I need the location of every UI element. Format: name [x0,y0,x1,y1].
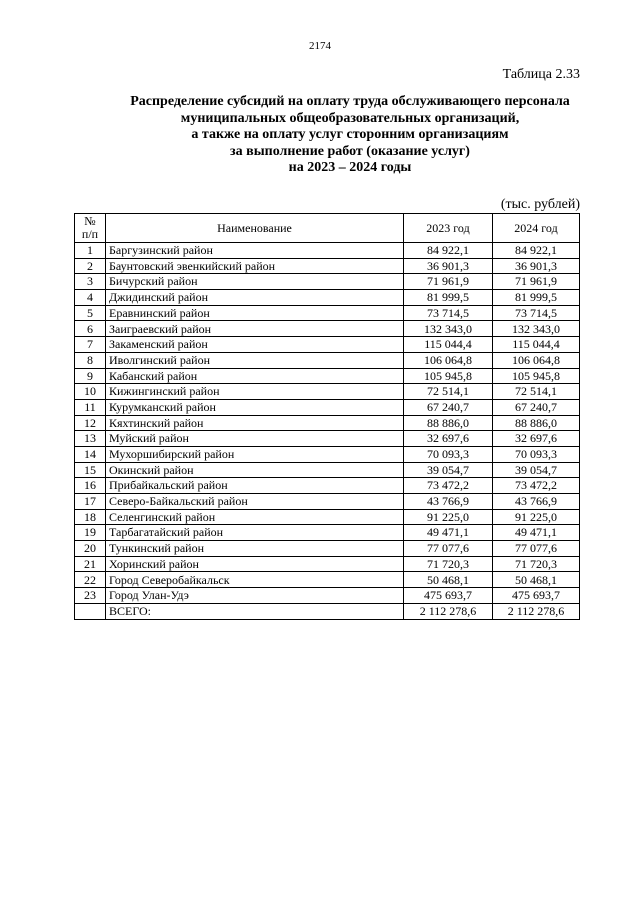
cell-name: Прибайкальский район [106,478,404,494]
cell-value-2023: 2 112 278,6 [404,603,493,619]
cell-number: 10 [75,384,106,400]
title-line: на 2023 – 2024 годы [288,160,412,175]
cell-value-2024: 81 999,5 [493,290,580,306]
cell-number: 5 [75,305,106,321]
cell-value-2023: 39 054,7 [404,462,493,478]
table-row [75,368,580,384]
cell-number: 16 [75,478,106,494]
cell-value-2024: 73 472,2 [493,478,580,494]
cell-value-2023: 70 093,3 [404,446,493,462]
cell-name: Иволгинский район [106,352,404,368]
cell-value-2024: 91 225,0 [493,509,580,525]
table-row [75,399,580,415]
header-year-2024: 2024 год [493,214,580,243]
cell-number: 18 [75,509,106,525]
cell-name: Кабанский район [106,368,404,384]
cell-value-2023: 84 922,1 [404,243,493,259]
cell-value-2024: 36 901,3 [493,258,580,274]
cell-value-2023: 43 766,9 [404,494,493,510]
cell-name: Город Улан-Удэ [106,588,404,604]
cell-name: Баргузинский район [106,243,404,259]
header-number [75,214,106,243]
page-number: 2174 [309,40,331,52]
cell-value-2023: 73 714,5 [404,305,493,321]
cell-name: Город Северобайкальск [106,572,404,588]
cell-number: 17 [75,494,106,510]
cell-name: Мухоршибирский район [106,446,404,462]
cell-number: 6 [75,321,106,337]
table-row [75,243,580,259]
cell-name: Окинский район [106,462,404,478]
table-row [75,337,580,353]
cell-value-2024: 72 514,1 [493,384,580,400]
header-year-2023: 2023 год [404,214,493,243]
cell-name: ВСЕГО: [106,603,404,619]
cell-value-2024: 71 720,3 [493,556,580,572]
cell-number: 8 [75,352,106,368]
cell-number: 23 [75,588,106,604]
total-row [75,603,580,619]
table-row [75,384,580,400]
cell-value-2023: 71 961,9 [404,274,493,290]
cell-name: Баунтовский эвенкийский район [106,258,404,274]
cell-number: 9 [75,368,106,384]
table-row [75,321,580,337]
table-row [75,494,580,510]
cell-value-2024: 88 886,0 [493,415,580,431]
cell-value-2024: 73 714,5 [493,305,580,321]
cell-value-2023: 72 514,1 [404,384,493,400]
cell-name: Тарбагатайский район [106,525,404,541]
cell-name: Тункинский район [106,541,404,557]
cell-value-2024: 49 471,1 [493,525,580,541]
cell-value-2024: 43 766,9 [493,494,580,510]
cell-name: Еравнинский район [106,305,404,321]
table-row [75,541,580,557]
header-number-line2: п/п [81,227,99,241]
cell-value-2023: 81 999,5 [404,290,493,306]
cell-value-2024: 106 064,8 [493,352,580,368]
cell-value-2023: 105 945,8 [404,368,493,384]
cell-number: 3 [75,274,106,290]
cell-value-2024: 84 922,1 [493,243,580,259]
cell-value-2023: 71 720,3 [404,556,493,572]
table-row [75,478,580,494]
title-line: Распределение субсидий на оплату труда обслуживающего персонала [130,94,570,109]
subsidy-table [74,213,580,620]
cell-value-2023: 73 472,2 [404,478,493,494]
cell-value-2024: 77 077,6 [493,541,580,557]
cell-name: Закаменский район [106,337,404,353]
table-row [75,588,580,604]
cell-value-2024: 50 468,1 [493,572,580,588]
cell-value-2024: 39 054,7 [493,462,580,478]
cell-value-2023: 475 693,7 [404,588,493,604]
table-header-row [75,214,580,243]
cell-value-2024: 70 093,3 [493,446,580,462]
cell-name: Джидинский район [106,290,404,306]
cell-name: Селенгинский район [106,509,404,525]
table-row [75,525,580,541]
table-row [75,352,580,368]
table-row [75,446,580,462]
cell-name: Хоринский район [106,556,404,572]
table-row [75,305,580,321]
cell-number: 22 [75,572,106,588]
cell-number: 11 [75,399,106,415]
table-row [75,572,580,588]
table-row [75,415,580,431]
cell-value-2023: 49 471,1 [404,525,493,541]
cell-value-2024: 115 044,4 [493,337,580,353]
cell-value-2024: 71 961,9 [493,274,580,290]
table-row [75,462,580,478]
cell-number: 4 [75,290,106,306]
cell-value-2024: 2 112 278,6 [493,603,580,619]
cell-number: 1 [75,243,106,259]
cell-value-2023: 50 468,1 [404,572,493,588]
table-row [75,509,580,525]
cell-number: 13 [75,431,106,447]
cell-value-2023: 77 077,6 [404,541,493,557]
cell-number: 7 [75,337,106,353]
cell-number [75,603,106,619]
cell-name: Кяхтинский район [106,415,404,431]
table-body [75,243,580,620]
cell-name: Кижингинский район [106,384,404,400]
title-line: за выполнение работ (оказание услуг) [230,143,470,159]
table-row [75,258,580,274]
cell-value-2023: 32 697,6 [404,431,493,447]
title-line: а также на оплату услуг сторонним организациям [191,127,509,142]
cell-number: 15 [75,462,106,478]
table-row [75,556,580,572]
cell-value-2023: 106 064,8 [404,352,493,368]
cell-name: Курумканский район [106,399,404,415]
header-name: Наименование [106,214,404,243]
cell-name: Муйский район [106,431,404,447]
cell-number: 19 [75,525,106,541]
cell-value-2023: 36 901,3 [404,258,493,274]
cell-value-2024: 132 343,0 [493,321,580,337]
cell-number: 21 [75,556,106,572]
table-caption: Таблица 2.33 [502,67,580,82]
cell-value-2024: 67 240,7 [493,399,580,415]
units-label: (тыс. рублей) [500,197,580,212]
title-line: муниципальных общеобразовательных организаций, [180,110,520,126]
cell-number: 12 [75,415,106,431]
cell-value-2023: 132 343,0 [404,321,493,337]
cell-number: 14 [75,446,106,462]
header-number-line1: № [84,214,96,228]
cell-value-2024: 105 945,8 [493,368,580,384]
table-row [75,274,580,290]
table-row [75,290,580,306]
cell-name: Северо-Байкальский район [106,494,404,510]
cell-value-2023: 88 886,0 [404,415,493,431]
cell-value-2023: 67 240,7 [404,399,493,415]
cell-name: Бичурский район [106,274,404,290]
cell-name: Заиграевский район [106,321,404,337]
table-row [75,431,580,447]
cell-value-2023: 91 225,0 [404,509,493,525]
cell-value-2024: 32 697,6 [493,431,580,447]
cell-number: 2 [75,258,106,274]
cell-value-2023: 115 044,4 [404,337,493,353]
cell-value-2024: 475 693,7 [493,588,580,604]
document-title [80,94,620,177]
cell-number: 20 [75,541,106,557]
